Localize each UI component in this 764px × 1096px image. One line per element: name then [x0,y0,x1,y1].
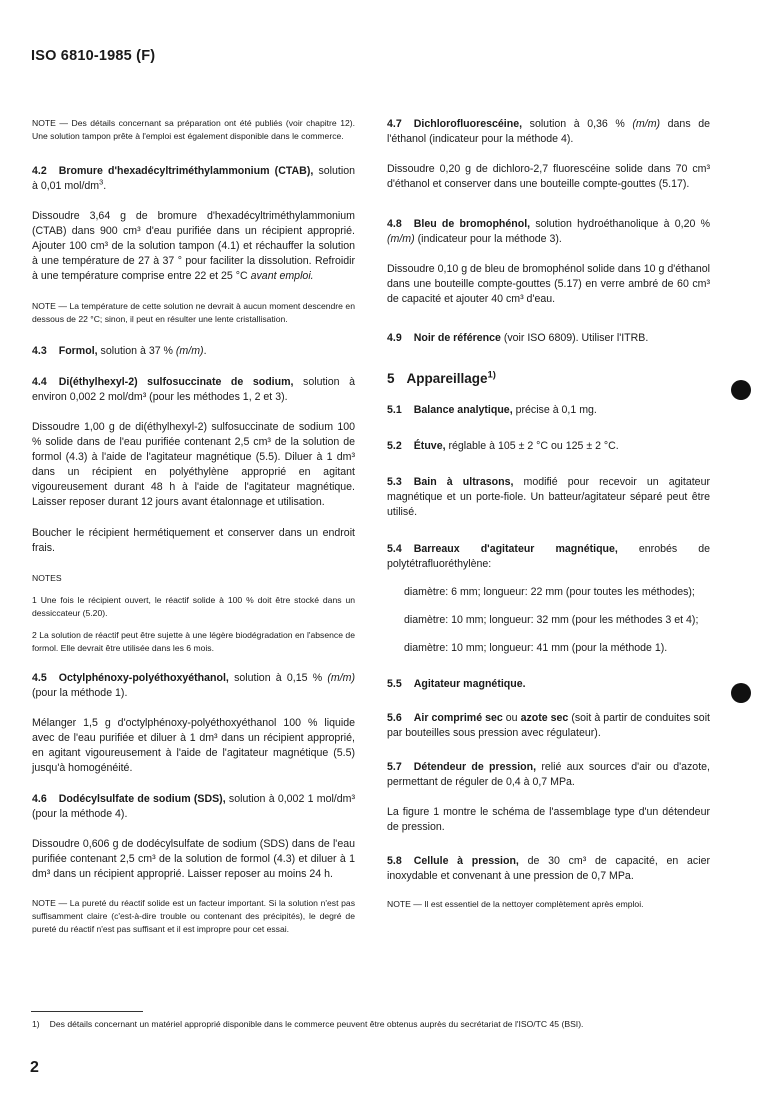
section-5-5-heading [387,677,710,692]
section-5-heading [387,371,710,386]
section-lead: relié aux sources d'air ou d'azote, permettant de réguler de 0,4 à 0,7 MPa. [387,761,710,788]
italic-text: (m/m) [327,672,355,684]
section-4-4-text: Dissoudre 1,00 g de di(éthylhexyl-2) sulfosuccinate de sodium 100 % solide dans de l'eau purifiée contenant 2,5 cm³ de la solution de formol (4.3) à l'aide de l'agitateur magnétique (5.5). Diluer à 1 dm³ dans un récipient en polyéthylène approprié en agitant vigoureusement durant 48 h à l'aide de l'agitateur magnétique. Laisser reposer durant 12 jours avant étalonnage et utilisation. [32,421,355,508]
section-lead: réglable à 105 ± 2 °C ou 125 ± 2 °C. [445,440,619,452]
section-4-2-heading [32,164,355,194]
note-2: 2 La solution de réactif peut être sujette à une légère biodégradation en l'absence de formol. Elle devrait être utilisée dans les 6 mois. [32,630,355,653]
section-number: 4.5 [32,672,47,684]
section-number: 5 [387,371,395,386]
section-number: 5.5 [387,678,402,690]
section-4-4-heading [32,375,355,405]
section-4-2-note: NOTE — La température de cette solution ne devrait à aucun moment descendre en dessous de 22 °C; sinon, il peut en résulter une lente cristallisation. [32,301,355,324]
section-title-2: azote sec [520,712,569,724]
section-5-1-heading [387,403,710,418]
section-title: Barreaux d'agitateur magnétique, [413,543,618,555]
list-item: diamètre: 6 mm; longueur: 22 mm (pour toutes les méthodes); [404,586,695,598]
section-lead: solution à 0,36 % [522,118,633,130]
section-lead: de 30 cm³ de capacité, en acier inoxydable et convenant à une pression de 0,7 MPa. [387,855,710,882]
list-item: diamètre: 10 mm; longueur: 41 mm (pour la méthode 1). [404,642,668,654]
section-number: 4.9 [387,332,402,344]
section-5-8-heading [387,854,710,884]
section-title: Octylphénoxy-polyéthoxyéthanol, [58,672,229,684]
section-number: 5.8 [387,855,402,867]
section-lead: (voir ISO 6809). Utiliser l'ITRB. [500,332,649,344]
section-lead: ou [502,712,521,724]
section-number: 4.4 [32,376,47,388]
left-column [32,117,355,936]
section-4-6-heading [32,792,355,822]
section-number: 5.1 [387,404,402,416]
page-number: 2 [30,1059,39,1076]
italic-text: (m/m) [387,233,415,245]
italic-text: avant emploi. [250,270,314,282]
punch-hole-mark [731,380,751,400]
section-5-7-text: La figure 1 montre le schéma de l'assemblage type d'un détendeur de pression. [387,806,710,833]
section-4-4-text-2: Boucher le récipient hermétiquement et conserver dans un endroit frais. [32,527,355,554]
footnote-divider [31,1011,143,1012]
section-lead: enrobés de polytétrafluoréthylène: [387,543,710,570]
section-number: 4.6 [32,793,47,805]
section-number: 5.7 [387,761,402,773]
section-4-9-heading [387,331,710,346]
footnote-mark: 1) [32,1019,40,1029]
section-5-6-heading [387,711,710,741]
punch-hole-mark [731,683,751,703]
section-5-2-heading [387,439,710,454]
section-lead: solution à 37 % [97,345,176,357]
section-title: Bain à ultrasons, [413,476,514,488]
section-5-8-note: NOTE — Il est essentiel de la nettoyer complètement après emploi. [387,899,644,909]
document-header: ISO 6810-1985 (F) [31,48,156,64]
footnote [32,1018,732,1030]
section-lead: solution à 0,15 % [228,672,328,684]
section-4-7-heading [387,117,710,147]
section-title: Bleu de bromophénol, [413,218,531,230]
note-top: NOTE — Des détails concernant sa préparation ont été publiés (voir chapitre 12). Une solution tampon prête à l'emploi est également disponible dans le commerce. [32,118,355,141]
superscript: 3 [99,177,104,187]
section-5-7-heading [387,760,710,790]
section-title: Di(éthylhexyl-2) sulfosuccinate de sodium, [58,376,294,388]
section-number: 5.2 [387,440,402,452]
section-lead-end: (indicateur pour la méthode 3). [414,233,562,245]
section-4-2-text [32,209,355,284]
section-title: Noir de référence [413,332,501,344]
section-title: Appareillage [406,371,488,386]
section-title: Agitateur magnétique. [413,678,526,690]
notes-label: NOTES [32,573,62,583]
section-number: 5.4 [387,543,402,555]
section-title: Bromure d'hexadécyltriméthylammonium (CTAB), [58,165,314,177]
section-5-4-heading [387,542,710,572]
section-4-5-text: Mélanger 1,5 g d'octylphénoxy-polyéthoxyéthanol 100 % liquide avec de l'eau purifiée et diluer à 1 dm³ dans un récipient approprié, en agitant vigoureusement à l'aide de l'agitateur magnétique (5.5) jusqu'à homogénéité. [32,717,355,774]
section-number: 4.8 [387,218,402,230]
paragraph: Dissoudre 3,64 g de bromure d'hexadécyltriméthylammonium (CTAB) dans 900 cm³ d'eau purifiée dans un récipient approprié. Ajouter 100 cm³ de la solution tampon (4.1) et réchauffer la solution à une température de 27 à 37 ° pour faciliter la dissolution. Refroidir à une température comprise entre 22 et 25 °C [32,210,355,282]
section-lead: modifié pour recevoir un agitateur magnétique et un porte-fiole. Un batteur/agitateur séparé peut être utilisé. [387,476,710,518]
section-lead: solution à 0,002 1 mol/dm³ (pour la méthode 4). [32,793,355,820]
list-item: diamètre: 10 mm; longueur: 32 mm (pour les méthodes 3 et 4); [404,614,699,626]
section-5-3-heading [387,475,710,520]
section-title: Cellule à pression, [413,855,519,867]
section-number: 4.2 [32,165,47,177]
section-lead-end: (soit à partir de conduites soit par bouteilles sous pression avec régulateur). [387,712,710,739]
section-lead-end: (pour la méthode 1). [32,687,128,699]
section-title: Dichlorofluorescéine, [413,118,523,130]
note-1: 1 Une fois le récipient ouvert, le réactif solide à 100 % doit être stocké dans un dessiccateur (5.20). [32,595,355,618]
section-lead-end: . [103,180,107,192]
section-number: 5.6 [387,712,402,724]
section-title: Balance analytique, [413,404,513,416]
section-title: Formol, [58,345,98,357]
section-lead: solution à 0,01 mol/dm [32,165,355,192]
section-title: Détendeur de pression, [413,761,537,773]
section-title: Étuve, [413,440,446,452]
italic-text: (m/m) [175,345,204,357]
section-title: Air comprimé sec [413,712,503,724]
section-lead-end: . [203,345,207,357]
section-number: 4.7 [387,118,402,130]
italic-text: (m/m) [632,118,661,130]
section-title: Dodécylsulfate de sodium (SDS), [58,793,226,805]
section-4-7-text: Dissoudre 0,20 g de dichloro-2,7 fluorescéine solide dans 70 cm³ d'éthanol et conserver dans une bouteille compte-gouttes (5.17). [387,163,710,190]
section-4-6-note: NOTE — La pureté du réactif solide est un facteur important. Si la solution n'est pas suffisamment claire (c'est-à-dire trouble ou contenant des précipités), le degré de pureté du réactif n'est pas suffisant et il est impropre pour cet essai. [32,898,355,934]
section-4-8-heading [387,217,710,247]
section-number: 4.3 [32,345,47,357]
section-4-5-heading [32,671,355,701]
section-lead: solution hydroéthanolique à 0,20 % [530,218,711,230]
section-lead-end: dans de l'éthanol (indicateur pour la méthode 4). [387,118,710,145]
section-number: 5.3 [387,476,402,488]
section-lead: précise à 0,1 mg. [512,404,597,416]
section-lead: solution à environ 0,002 2 mol/dm³ (pour les méthodes 1, 2 et 3). [32,376,355,403]
section-4-8-text: Dissoudre 0,10 g de bleu de bromophénol solide dans 10 g d'éthanol dans une bouteille compte-gouttes (5.17) en verre ambré de 60 cm³ de capacité et ajouter 40 cm³ d'eau. [387,263,711,305]
footnote-text: Des détails concernant un matériel approprié disponible dans le commerce peuvent être obtenus auprès du secrétariat de l'ISO/TC 45 (BSI). [49,1019,584,1029]
section-4-6-text: Dissoudre 0,606 g de dodécylsulfate de sodium (SDS) dans de l'eau purifiée contenant 2,5 cm³ de la solution de formol (4.3) et diluer à 1 dm³ dans un récipient approprié. Laisser reposer au moins 24 h. [32,838,355,880]
section-4-3-heading [32,344,355,359]
right-column [387,117,710,911]
footnote-ref: 1) [487,369,496,381]
